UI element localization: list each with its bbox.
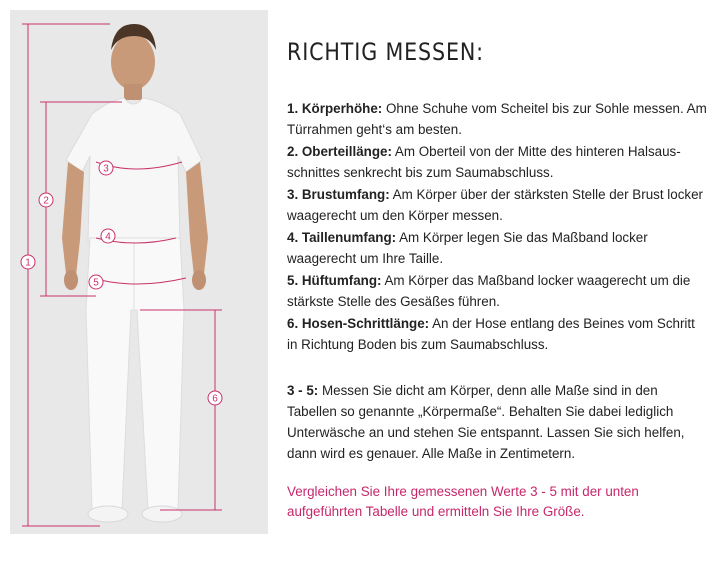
marker-4: [101, 229, 115, 243]
svg-text:4: 4: [105, 231, 111, 243]
svg-text:5: 5: [93, 277, 99, 289]
instruction-label: 3. Brustumfang:: [287, 187, 390, 202]
instruction-taillenumfang: [287, 227, 707, 269]
instruction-text: Am Oberteil von der Mitte des hinteren Halsaus-schnittes senkrecht bis zum Saumabschluss.: [287, 144, 681, 180]
marker-3: [99, 161, 113, 175]
page-title: RICHTIG MESSEN:: [287, 38, 485, 66]
instruction-oberteillaenge: [287, 141, 707, 183]
instruction-koerperhoehe: [287, 98, 707, 140]
instruction-text: Am Körper legen Sie das Maßband locker waagerecht um Ihre Taille.: [287, 230, 648, 266]
instruction-text: An der Hose entlang des Beines vom Schritt in Richtung Boden bis zum Saumabschluss.: [287, 316, 695, 352]
instruction-hosen-schrittlaenge: [287, 313, 707, 355]
note-text: Messen Sie dicht am Körper, denn alle Maße sind in den Tabellen so genannte „Körpermaße“. Behalten Sie dabei lediglich Unterwäsche an und stehen Sie entspannt. Lassen Sie sich helfen, dann wird es genauer. Alle Maße in Zentimetern.: [287, 383, 685, 461]
instruction-text: Ohne Schuhe vom Scheitel bis zur Sohle messen. Am Türrahmen geht‘s am besten.: [287, 101, 707, 137]
instruction-label: 6. Hosen-Schrittlänge:: [287, 316, 430, 331]
marker-2: [39, 193, 53, 207]
instruction-label: 2. Oberteillänge:: [287, 144, 392, 159]
man-illustration: [10, 10, 268, 534]
note-label: 3 - 5:: [287, 383, 319, 398]
instruction-hueftumfang: [287, 270, 707, 312]
instruction-text: Am Körper das Maßband locker waagerecht um die stärkste Stelle des Gesäßes führen.: [287, 273, 691, 309]
measurement-figure: [10, 10, 268, 534]
marker-6: [208, 391, 222, 405]
instruction-brustumfang: [287, 184, 707, 226]
instruction-text: Am Körper über der stärksten Stelle der Brust locker waagerecht um den Körper messen.: [287, 187, 703, 223]
measuring-note: [287, 380, 709, 464]
marker-5: [89, 275, 103, 289]
instruction-label: 5. Hüftumfang:: [287, 273, 382, 288]
svg-text:1: 1: [25, 257, 31, 269]
marker-1: [21, 255, 35, 269]
svg-text:6: 6: [212, 393, 218, 405]
size-comparison-hint: Vergleichen Sie Ihre gemessenen Werte 3 - 5 mit der unten aufgeführten Tabelle und ermitteln Sie Ihre Größe.: [287, 484, 639, 519]
instruction-label: 4. Taillenumfang:: [287, 230, 397, 245]
instruction-label: 1. Körperhöhe:: [287, 101, 383, 116]
svg-text:3: 3: [103, 163, 109, 175]
svg-text:2: 2: [43, 195, 49, 207]
